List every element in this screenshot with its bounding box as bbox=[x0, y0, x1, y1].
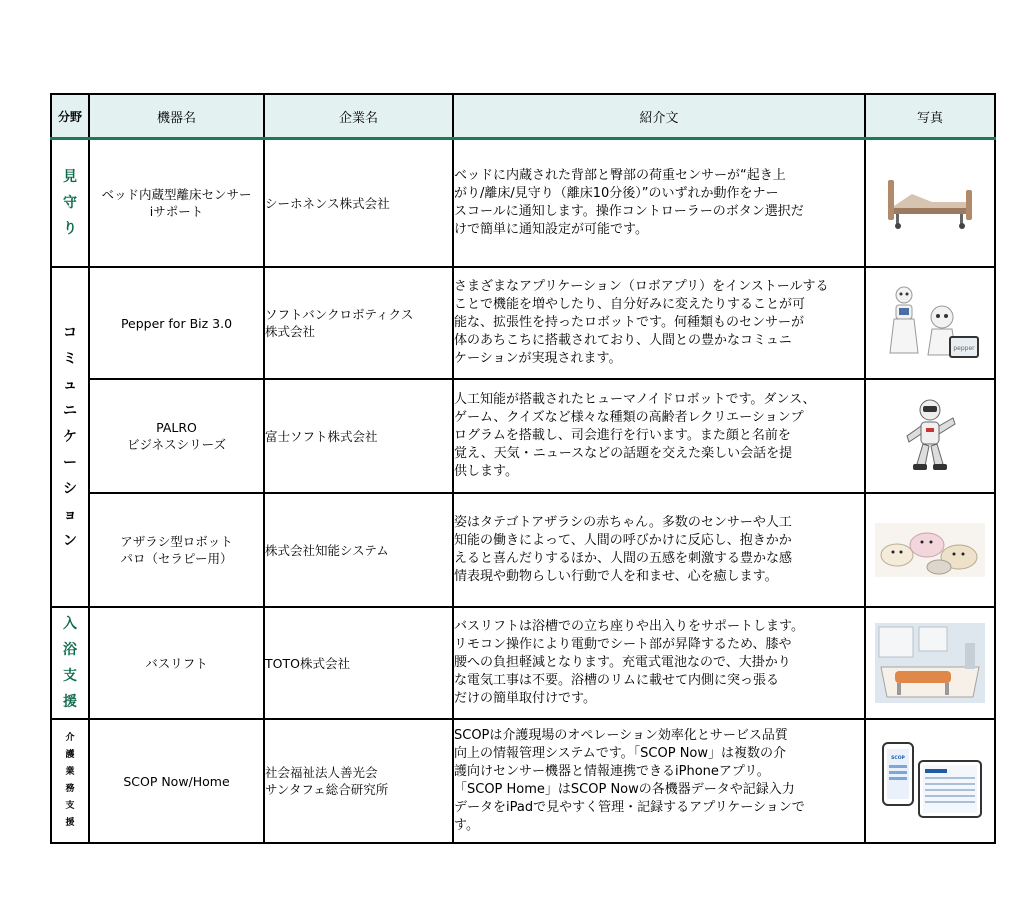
text-line: ソフトバンクロボティクス bbox=[265, 307, 414, 322]
text-line: スコールに通知します。操作コントローラーのボタン選択だ bbox=[454, 204, 804, 219]
description bbox=[453, 493, 865, 607]
palro-photo bbox=[865, 379, 995, 493]
bathlift-photo bbox=[865, 607, 995, 719]
description bbox=[453, 607, 865, 719]
text-line: ニ bbox=[63, 403, 77, 419]
text-line: な電気工事は不要。浴槽のリムに載せて内側に突っ張る bbox=[454, 673, 780, 688]
text-line: 腰への負担軽減となります。充電式電池なので、大掛かり bbox=[454, 655, 791, 670]
company-name bbox=[264, 607, 453, 719]
text-line: 業 bbox=[65, 767, 75, 777]
scop-app-icon bbox=[875, 739, 985, 823]
text-line: 守 bbox=[63, 195, 77, 211]
text-line: TOTO株式会社 bbox=[265, 655, 350, 671]
text-line: 務 bbox=[65, 784, 75, 794]
text-line: ミ bbox=[63, 351, 77, 367]
text-line: ケ bbox=[63, 429, 77, 445]
table-row bbox=[51, 493, 995, 607]
text-line: 護 bbox=[65, 750, 75, 760]
text-line: 向上の情報管理システムです。「SCOP Now」は複数の介 bbox=[454, 746, 787, 761]
device-name bbox=[89, 379, 264, 493]
company-name bbox=[264, 267, 453, 379]
text-line: さまざまなアプリケーション（ロボアプリ）をインストールする bbox=[454, 279, 829, 294]
text-line: 富士ソフト株式会社 bbox=[265, 428, 378, 444]
text-line: 護向けセンサー機器と情報連携できるiPhoneアプリ。 bbox=[454, 764, 770, 779]
care-robot-table bbox=[50, 93, 996, 844]
field-watch bbox=[51, 139, 89, 268]
description bbox=[453, 139, 865, 268]
text-line: 見 bbox=[63, 169, 77, 185]
company-name bbox=[264, 379, 453, 493]
pepper-photo bbox=[865, 267, 995, 379]
text-line: ョ bbox=[63, 507, 77, 523]
table-row bbox=[51, 139, 995, 268]
header-company: 企業名 bbox=[264, 94, 453, 139]
text-line: 支 bbox=[65, 801, 75, 811]
text-line: サンタフェ総合研究所 bbox=[265, 782, 389, 797]
text-line: SCOPは介護現場のオペレーション効率化とサービス品質 bbox=[454, 728, 788, 743]
device-name bbox=[89, 719, 264, 843]
text-line: 支 bbox=[63, 668, 77, 684]
paro-seal-icon bbox=[875, 523, 985, 577]
device-name bbox=[89, 139, 264, 268]
text-line: PALRO bbox=[156, 420, 197, 435]
text-line: Pepper for Biz 3.0 bbox=[120, 315, 233, 331]
text-line: ュ bbox=[63, 377, 77, 393]
text-line: シーホネンス株式会社 bbox=[265, 195, 390, 211]
scop-label: SCOP bbox=[891, 756, 905, 761]
text-line: がり/離床/見守り（離床10分後）”のいずれか動作をナー bbox=[454, 186, 779, 201]
table-row bbox=[51, 379, 995, 493]
header-photo: 写真 bbox=[865, 94, 995, 139]
text-line: 株式会社知能システム bbox=[265, 542, 389, 558]
table-row bbox=[51, 607, 995, 719]
text-line: ベッドに内蔵された背部と臀部の荷重センサーが“起き上 bbox=[454, 168, 786, 183]
text-line: ベッド内蔵型離床センサー bbox=[101, 187, 252, 202]
text-line: 援 bbox=[65, 818, 75, 828]
header-field: 分野 bbox=[51, 94, 89, 139]
text-line: シ bbox=[63, 481, 77, 497]
text-line: けで簡単に通知設定が可能です。 bbox=[454, 222, 648, 237]
text-line: す。 bbox=[454, 818, 479, 833]
pepper-label: pepper bbox=[953, 345, 975, 352]
text-line: 援 bbox=[63, 694, 77, 710]
text-line: ゲーム、クイズなど様々な種類の高齢者レクリエーションプ bbox=[454, 410, 804, 425]
text-line: ログラムを搭載し、司会進行を行います。また顔と名前を bbox=[454, 428, 791, 443]
description bbox=[453, 379, 865, 493]
text-line: だけの簡単取付けです。 bbox=[454, 691, 596, 706]
text-line: ことで機能を増やしたり、自分好みに変えたりすることが可 bbox=[454, 297, 806, 312]
text-line: 人工知能が搭載されたヒューマノイドロボットです。ダンス、 bbox=[454, 392, 816, 407]
palro-robot-icon bbox=[895, 396, 965, 476]
header-device: 機器名 bbox=[89, 94, 264, 139]
paro-photo bbox=[865, 493, 995, 607]
header-description: 紹介文 bbox=[453, 94, 865, 139]
text-line: コ bbox=[63, 325, 77, 341]
description bbox=[453, 719, 865, 843]
text-line: り bbox=[63, 221, 77, 237]
bed-photo bbox=[865, 139, 995, 268]
text-line: 情表現や動物らしい行動で人を和ませ、心を癒します。 bbox=[454, 569, 778, 584]
text-line: 介 bbox=[65, 733, 75, 743]
text-line: 体のあちこちに搭載されており、人間との豊かなコミュニ bbox=[454, 333, 792, 348]
header-row bbox=[51, 94, 995, 139]
text-line: 知能の働きによって、人間の呼びかけに反応し、抱きかか bbox=[454, 533, 792, 548]
pepper-robot-icon bbox=[880, 283, 980, 363]
text-line: iサポート bbox=[149, 204, 204, 219]
text-line: 浴 bbox=[63, 642, 77, 658]
text-line: ビジネスシリーズ bbox=[126, 437, 226, 452]
text-line: ン bbox=[63, 533, 77, 549]
field-bath bbox=[51, 607, 89, 719]
text-line: 能な、拡張性を持ったロボットです。何種類ものセンサーが bbox=[454, 315, 804, 330]
text-line: 供します。 bbox=[454, 464, 518, 479]
device-name bbox=[89, 607, 264, 719]
text-line: 「SCOP Home」はSCOP Nowの各機器データや記録入力 bbox=[454, 782, 795, 797]
company-name bbox=[264, 139, 453, 268]
text-line: バスリフト bbox=[145, 655, 208, 671]
text-line: ケーションが実現されます。 bbox=[454, 351, 622, 366]
text-line: 社会福祉法人善光会 bbox=[265, 765, 378, 780]
table-row bbox=[51, 719, 995, 843]
text-line: えると喜んだりするほか、人間の五感を刺激する豊かな感 bbox=[454, 551, 793, 566]
text-line: アザラシ型ロボット bbox=[120, 534, 233, 549]
scop-photo bbox=[865, 719, 995, 843]
table-row bbox=[51, 267, 995, 379]
field-communication bbox=[51, 267, 89, 607]
field-care-work bbox=[51, 719, 89, 843]
bathlift-icon bbox=[875, 623, 985, 703]
text-line: SCOP Now/Home bbox=[123, 773, 230, 789]
device-name bbox=[89, 267, 264, 379]
text-line: 覚え、天気・ニュースなどの話題を交えた楽しい会話を提 bbox=[454, 446, 793, 461]
text-line: リモコン操作により電動でシート部が昇降するため、膝や bbox=[454, 637, 792, 652]
text-line: 姿はタテゴトアザラシの赤ちゃん。多数のセンサーや人工 bbox=[454, 515, 792, 530]
bed-icon bbox=[882, 176, 978, 230]
text-line: データをiPadで見やすく管理・記録するアプリケーションで bbox=[454, 800, 805, 815]
text-line: バスリフトは浴槽での立ち座りや出入りをサポートします。 bbox=[454, 619, 804, 634]
device-name bbox=[89, 493, 264, 607]
text-line: ー bbox=[63, 455, 77, 471]
company-name bbox=[264, 493, 453, 607]
company-name bbox=[264, 719, 453, 843]
text-line: パロ（セラピー用） bbox=[120, 551, 233, 566]
description bbox=[453, 267, 865, 379]
text-line: 入 bbox=[63, 616, 77, 632]
text-line: 株式会社 bbox=[265, 324, 316, 339]
